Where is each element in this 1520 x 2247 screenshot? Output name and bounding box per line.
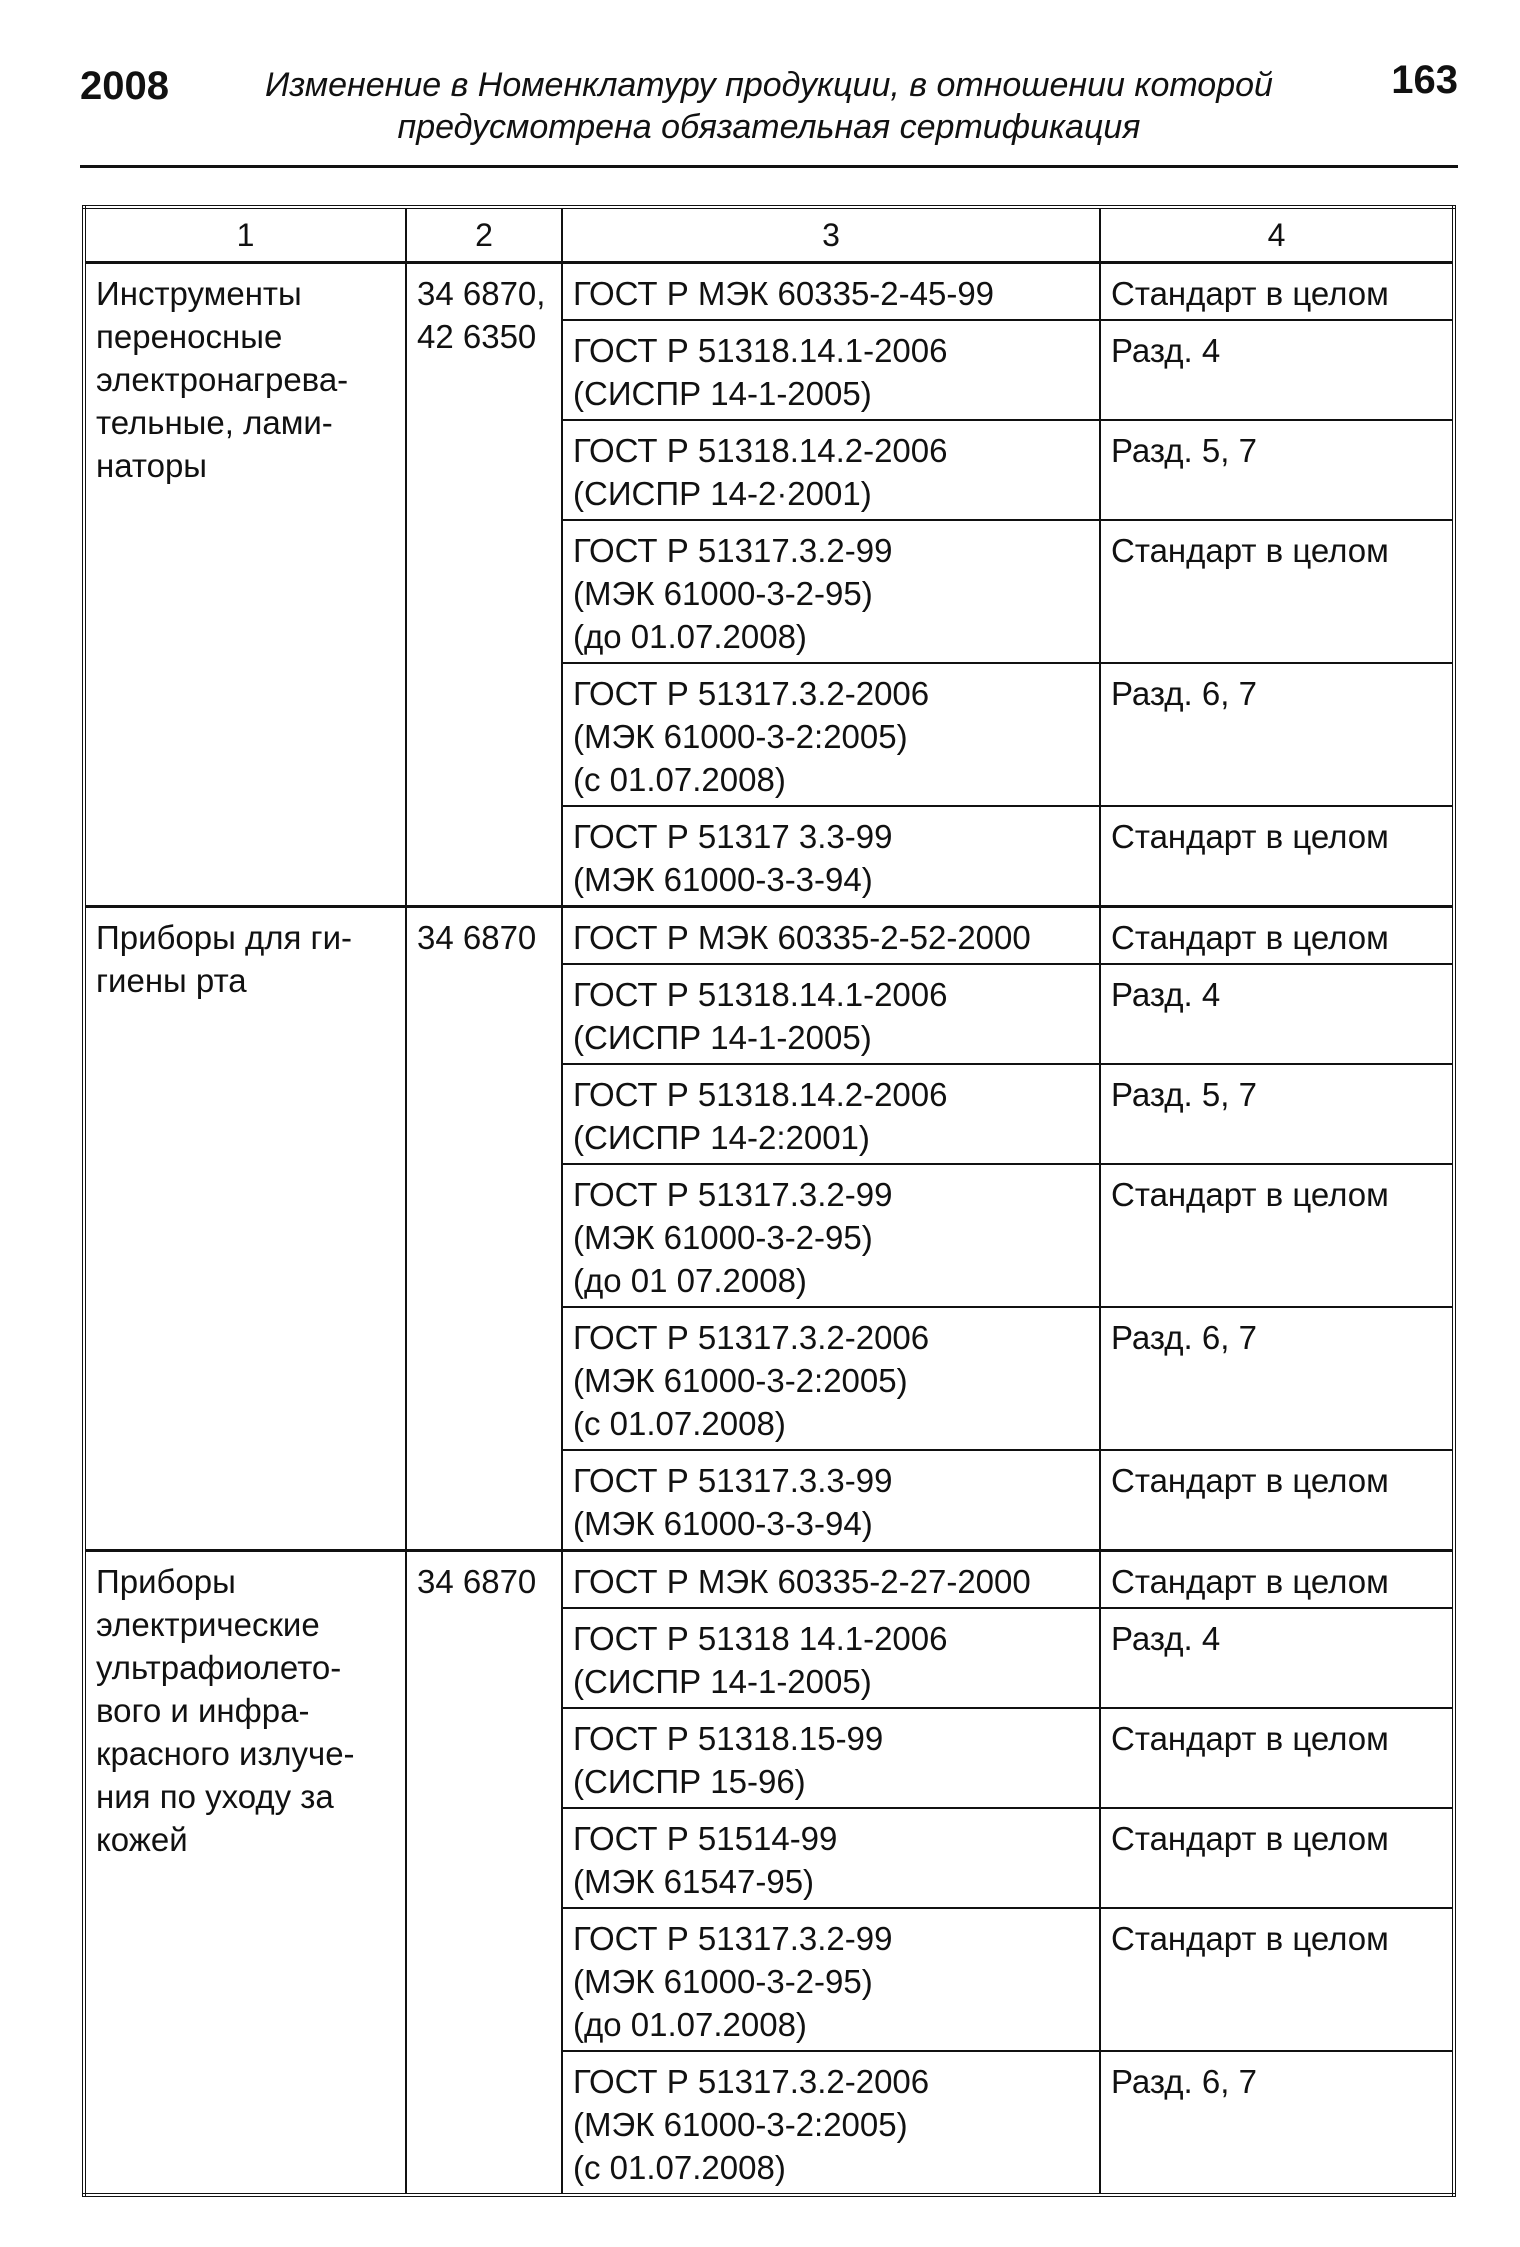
scope-cell: Стандарт в целом (1100, 520, 1454, 663)
standard-cell: ГОСТ Р МЭК 60335-2-27-2000 (562, 1551, 1100, 1609)
standard-cell: ГОСТ Р 51317.3.2-2006 (МЭК 61000-3-2:2005) (с 01.07.2008) (562, 663, 1100, 806)
table-row (84, 263, 1454, 321)
scope-cell: Разд. 6, 7 (1100, 663, 1454, 806)
standard-cell: ГОСТ Р МЭК 60335-2-45-99 (562, 263, 1100, 321)
scope-cell: Стандарт в целом (1100, 1450, 1454, 1551)
scope-cell: Стандарт в целом (1100, 263, 1454, 321)
page-header (80, 58, 1458, 166)
table-body (84, 263, 1454, 2196)
standard-cell: ГОСТ Р 51318.14.1-2006 (СИСПР 14-1-2005) (562, 964, 1100, 1064)
column-header-3: 3 (562, 207, 1100, 263)
column-header-2: 2 (406, 207, 562, 263)
certification-table (82, 205, 1456, 2197)
page-number: 163 (1391, 58, 1458, 102)
scope-cell: Стандарт в целом (1100, 1164, 1454, 1307)
standard-cell: ГОСТ Р 51317.3.2-99 (МЭК 61000-3-2-95) (до 01.07.2008) (562, 1908, 1100, 2051)
product-name-cell: Приборы для ги- гиены рта (84, 907, 406, 1551)
column-header-4: 4 (1100, 207, 1454, 263)
scope-cell: Разд. 4 (1100, 964, 1454, 1064)
year-label: 2008 (80, 64, 169, 108)
scope-cell: Разд. 5, 7 (1100, 1064, 1454, 1164)
standard-cell: ГОСТ Р 51317.3.2-99 (МЭК 61000-3-2-95) (до 01 07.2008) (562, 1164, 1100, 1307)
column-number-row (84, 207, 1454, 263)
standard-cell: ГОСТ Р 51318.14.2-2006 (СИСПР 14-2·2001) (562, 420, 1100, 520)
scope-cell: Разд. 5, 7 (1100, 420, 1454, 520)
table-row (84, 907, 1454, 965)
product-name-cell: Инструменты переносные электронагрева- тельные, лами- наторы (84, 263, 406, 907)
standard-cell: ГОСТ Р 51317.3.3-99 (МЭК 61000-3-3-94) (562, 1450, 1100, 1551)
table-header (84, 207, 1454, 263)
scope-cell: Разд. 4 (1100, 1608, 1454, 1708)
product-code-cell: 34 6870 (406, 907, 562, 1551)
scope-cell: Стандарт в целом (1100, 1708, 1454, 1808)
scope-cell: Разд. 6, 7 (1100, 2051, 1454, 2195)
scope-cell: Стандарт в целом (1100, 1808, 1454, 1908)
scope-cell: Стандарт в целом (1100, 907, 1454, 965)
standard-cell: ГОСТ Р 51318.14.2-2006 (СИСПР 14-2:2001) (562, 1064, 1100, 1164)
scope-cell: Стандарт в целом (1100, 806, 1454, 907)
header-rule (80, 165, 1458, 168)
product-name-cell: Приборы электрические ультрафиолето- вого и инфра- красного излуче- ния по уходу за кожей (84, 1551, 406, 2196)
standard-cell: ГОСТ Р 51317.3.2-99 (МЭК 61000-3-2-95) (до 01.07.2008) (562, 520, 1100, 663)
standard-cell: ГОСТ Р 51514-99 (МЭК 61547-95) (562, 1808, 1100, 1908)
scope-cell: Стандарт в целом (1100, 1908, 1454, 2051)
standard-cell: ГОСТ Р 51317.3.2-2006 (МЭК 61000-3-2:2005) (с 01.07.2008) (562, 1307, 1100, 1450)
standard-cell: ГОСТ Р 51318.14.1-2006 (СИСПР 14-1-2005) (562, 320, 1100, 420)
product-code-cell: 34 6870, 42 6350 (406, 263, 562, 907)
column-header-1: 1 (84, 207, 406, 263)
scope-cell: Стандарт в целом (1100, 1551, 1454, 1609)
scope-cell: Разд. 6, 7 (1100, 1307, 1454, 1450)
standard-cell: ГОСТ Р МЭК 60335-2-52-2000 (562, 907, 1100, 965)
product-code-cell: 34 6870 (406, 1551, 562, 2196)
standard-cell: ГОСТ Р 51318.15-99 (СИСПР 15-96) (562, 1708, 1100, 1808)
page-title: Изменение в Номенклатуру продукции, в отношении которой предусмотрена обязательная сертификация (265, 66, 1273, 146)
standard-cell: ГОСТ Р 51317.3.2-2006 (МЭК 61000-3-2:2005) (с 01.07.2008) (562, 2051, 1100, 2195)
scope-cell: Разд. 4 (1100, 320, 1454, 420)
table-row (84, 1551, 1454, 1609)
standard-cell: ГОСТ Р 51317 3.3-99 (МЭК 61000-3-3-94) (562, 806, 1100, 907)
standard-cell: ГОСТ Р 51318 14.1-2006 (СИСПР 14-1-2005) (562, 1608, 1100, 1708)
